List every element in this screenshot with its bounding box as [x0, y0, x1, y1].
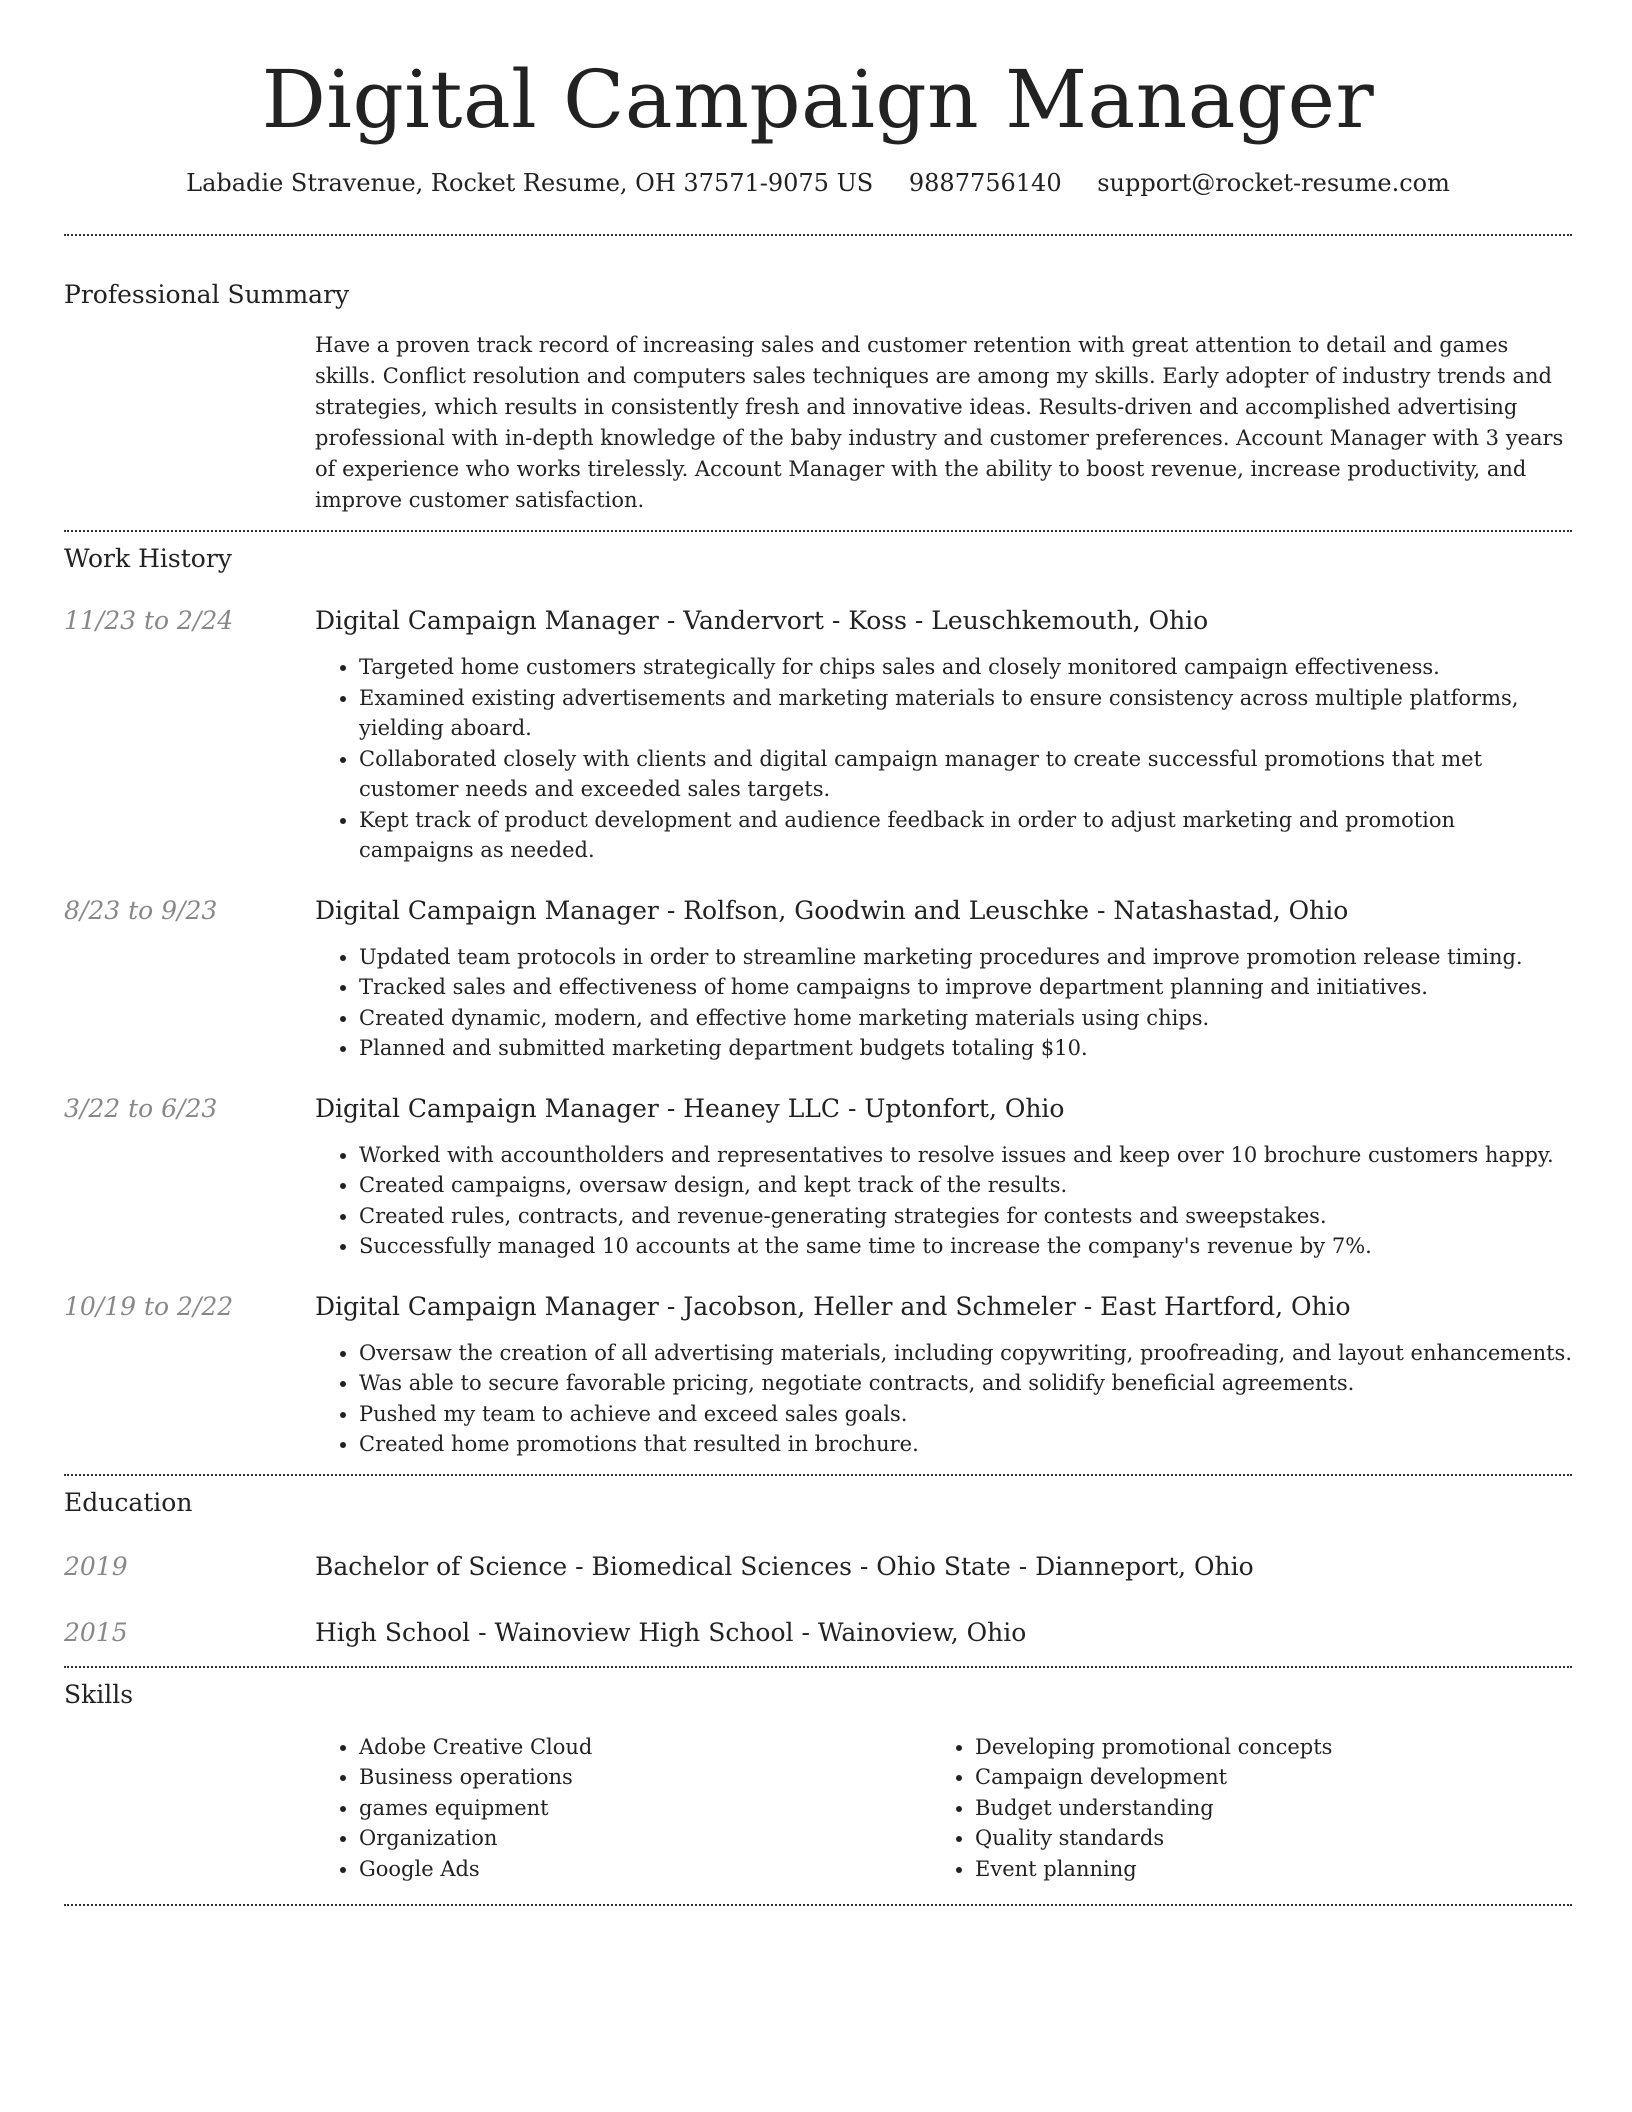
- work-history-section: [64, 532, 1572, 1460]
- list-item: • Pushed my team to achieve and exceed sales goals.: [359, 1399, 1572, 1430]
- education-entry-date: 2015: [64, 1617, 128, 1647]
- summary-text: Have a proven track record of increasing sales and customer retention with great attention to detail and games skills. Conflict resolution and computers sales techniques are among my skills. Early adopter of industry trends and strategies, which results in consistently fresh and innovative ideas. Results-driven and accomplished advertising professional with in-depth knowledge of the baby industry and customer preferences. Account Manager with 3 years of experience who works tirelessly. Account Manager with the ability to boost revenue, increase productivity, and improve customer satisfaction.: [315, 333, 1564, 512]
- education-entry-title: Bachelor of Science - Biomedical Sciences - Ohio State - Dianneport, Ohio: [315, 1551, 1254, 1581]
- work-entry: [64, 894, 1572, 1064]
- professional-summary-section: [64, 236, 1572, 530]
- work-entry-bullets: [315, 1338, 1572, 1460]
- list-item: • Oversaw the creation of all advertising materials, including copywriting, proofreading, and layout enhancements.: [359, 1338, 1572, 1369]
- work-entry-bullets: [315, 942, 1572, 1064]
- work-entry-title: Digital Campaign Manager - Vandervort - Koss - Leuschkemouth, Ohio: [315, 606, 1209, 635]
- work-entry-bullets: [315, 652, 1572, 866]
- work-entry-bullets: [315, 1140, 1572, 1262]
- list-item: • Created home promotions that resulted in brochure.: [359, 1429, 1572, 1460]
- list-item: • Was able to secure favorable pricing, negotiate contracts, and solidify beneficial agreements.: [359, 1368, 1572, 1399]
- list-item: • Created dynamic, modern, and effective home marketing materials using chips.: [359, 1003, 1572, 1034]
- candidate-name: Digital Campaign Manager: [261, 53, 1375, 146]
- list-item: • Planned and submitted marketing department budgets totaling $10.: [359, 1033, 1572, 1064]
- education-entry-title: High School - Wainoview High School - Wainoview, Ohio: [315, 1617, 1027, 1647]
- list-item: • Organization: [359, 1823, 931, 1854]
- contact-phone: 9887756140: [908, 169, 1062, 197]
- list-item: • Quality standards: [975, 1823, 1547, 1854]
- resume-page: [64, 0, 1572, 1906]
- list-item: • Budget understanding: [975, 1793, 1547, 1824]
- work-entry: [64, 604, 1572, 866]
- section-title-skills: Skills: [64, 1679, 134, 1709]
- list-item: • Google Ads: [359, 1854, 931, 1885]
- work-entry-title: Digital Campaign Manager - Heaney LLC - Uptonfort, Ohio: [315, 1093, 1065, 1123]
- list-item: • Developing promotional concepts: [975, 1732, 1547, 1763]
- work-entry-date: 10/19 to 2/22: [64, 1291, 234, 1321]
- list-item: • Created rules, contracts, and revenue-generating strategies for contests and sweepstakes.: [359, 1201, 1572, 1232]
- list-item: • Adobe Creative Cloud: [359, 1732, 931, 1763]
- list-item: • Event planning: [975, 1854, 1547, 1885]
- contact-line: [64, 166, 1572, 200]
- list-item: • Business operations: [359, 1762, 931, 1793]
- list-item: • Tracked sales and effectiveness of home campaigns to improve department planning and initiatives.: [359, 972, 1572, 1003]
- work-entry-date: 8/23 to 9/23: [64, 895, 218, 925]
- contact-address: Labadie Stravenue, Rocket Resume, OH 37571-9075 US: [186, 169, 874, 197]
- section-title-education: Education: [64, 1487, 193, 1517]
- work-entry-date: 11/23 to 2/24: [64, 606, 234, 635]
- list-item: • Created campaigns, oversaw design, and kept track of the results.: [359, 1170, 1572, 1201]
- skills-section: [64, 1668, 1572, 1885]
- work-entry-body: [315, 604, 1572, 866]
- contact-email: support@rocket-resume.com: [1097, 169, 1450, 197]
- list-item: • Targeted home customers strategically for chips sales and closely monitored campaign effectiveness.: [359, 652, 1572, 683]
- list-item: • Campaign development: [975, 1762, 1547, 1793]
- skills-column-right: [931, 1732, 1547, 1885]
- education-section: [64, 1476, 1572, 1650]
- skills-divider: [64, 1904, 1572, 1906]
- list-item: • Updated team protocols in order to streamline marketing procedures and improve promotion release timing.: [359, 942, 1572, 973]
- work-entry-title: Digital Campaign Manager - Rolfson, Goodwin and Leuschke - Natashastad, Ohio: [315, 895, 1349, 925]
- list-item: • Worked with accountholders and representatives to resolve issues and keep over 10 brochure customers happy.: [359, 1140, 1572, 1171]
- list-item: • Kept track of product development and audience feedback in order to adjust marketing and promotion campaigns as needed.: [359, 805, 1572, 866]
- work-entry-title: Digital Campaign Manager - Jacobson, Heller and Schmeler - East Hartford, Ohio: [315, 1291, 1351, 1321]
- section-title-work: Work History: [64, 544, 232, 573]
- resume-header: [64, 0, 1572, 200]
- section-title-summary: Professional Summary: [64, 280, 350, 309]
- work-entry-body: [315, 1092, 1572, 1262]
- list-item: • Collaborated closely with clients and digital campaign manager to create successful promotions that met customer needs and exceeded sales targets.: [359, 744, 1572, 805]
- skills-grid: [315, 1732, 1572, 1885]
- work-entry-date: 3/22 to 6/23: [64, 1093, 218, 1123]
- list-item: • games equipment: [359, 1793, 931, 1824]
- list-item: • Examined existing advertisements and marketing materials to ensure consistency across multiple platforms, yielding aboard.: [359, 683, 1572, 744]
- list-item: • Successfully managed 10 accounts at the same time to increase the company's revenue by 7%.: [359, 1231, 1572, 1262]
- work-entry-body: [315, 1290, 1572, 1460]
- skills-column-left: [315, 1732, 931, 1885]
- work-entry: [64, 1290, 1572, 1460]
- education-entry: [64, 1616, 1572, 1650]
- work-entry-body: [315, 894, 1572, 1064]
- education-entry-date: 2019: [64, 1551, 128, 1581]
- work-entry: [64, 1092, 1572, 1262]
- education-entry: [64, 1550, 1572, 1584]
